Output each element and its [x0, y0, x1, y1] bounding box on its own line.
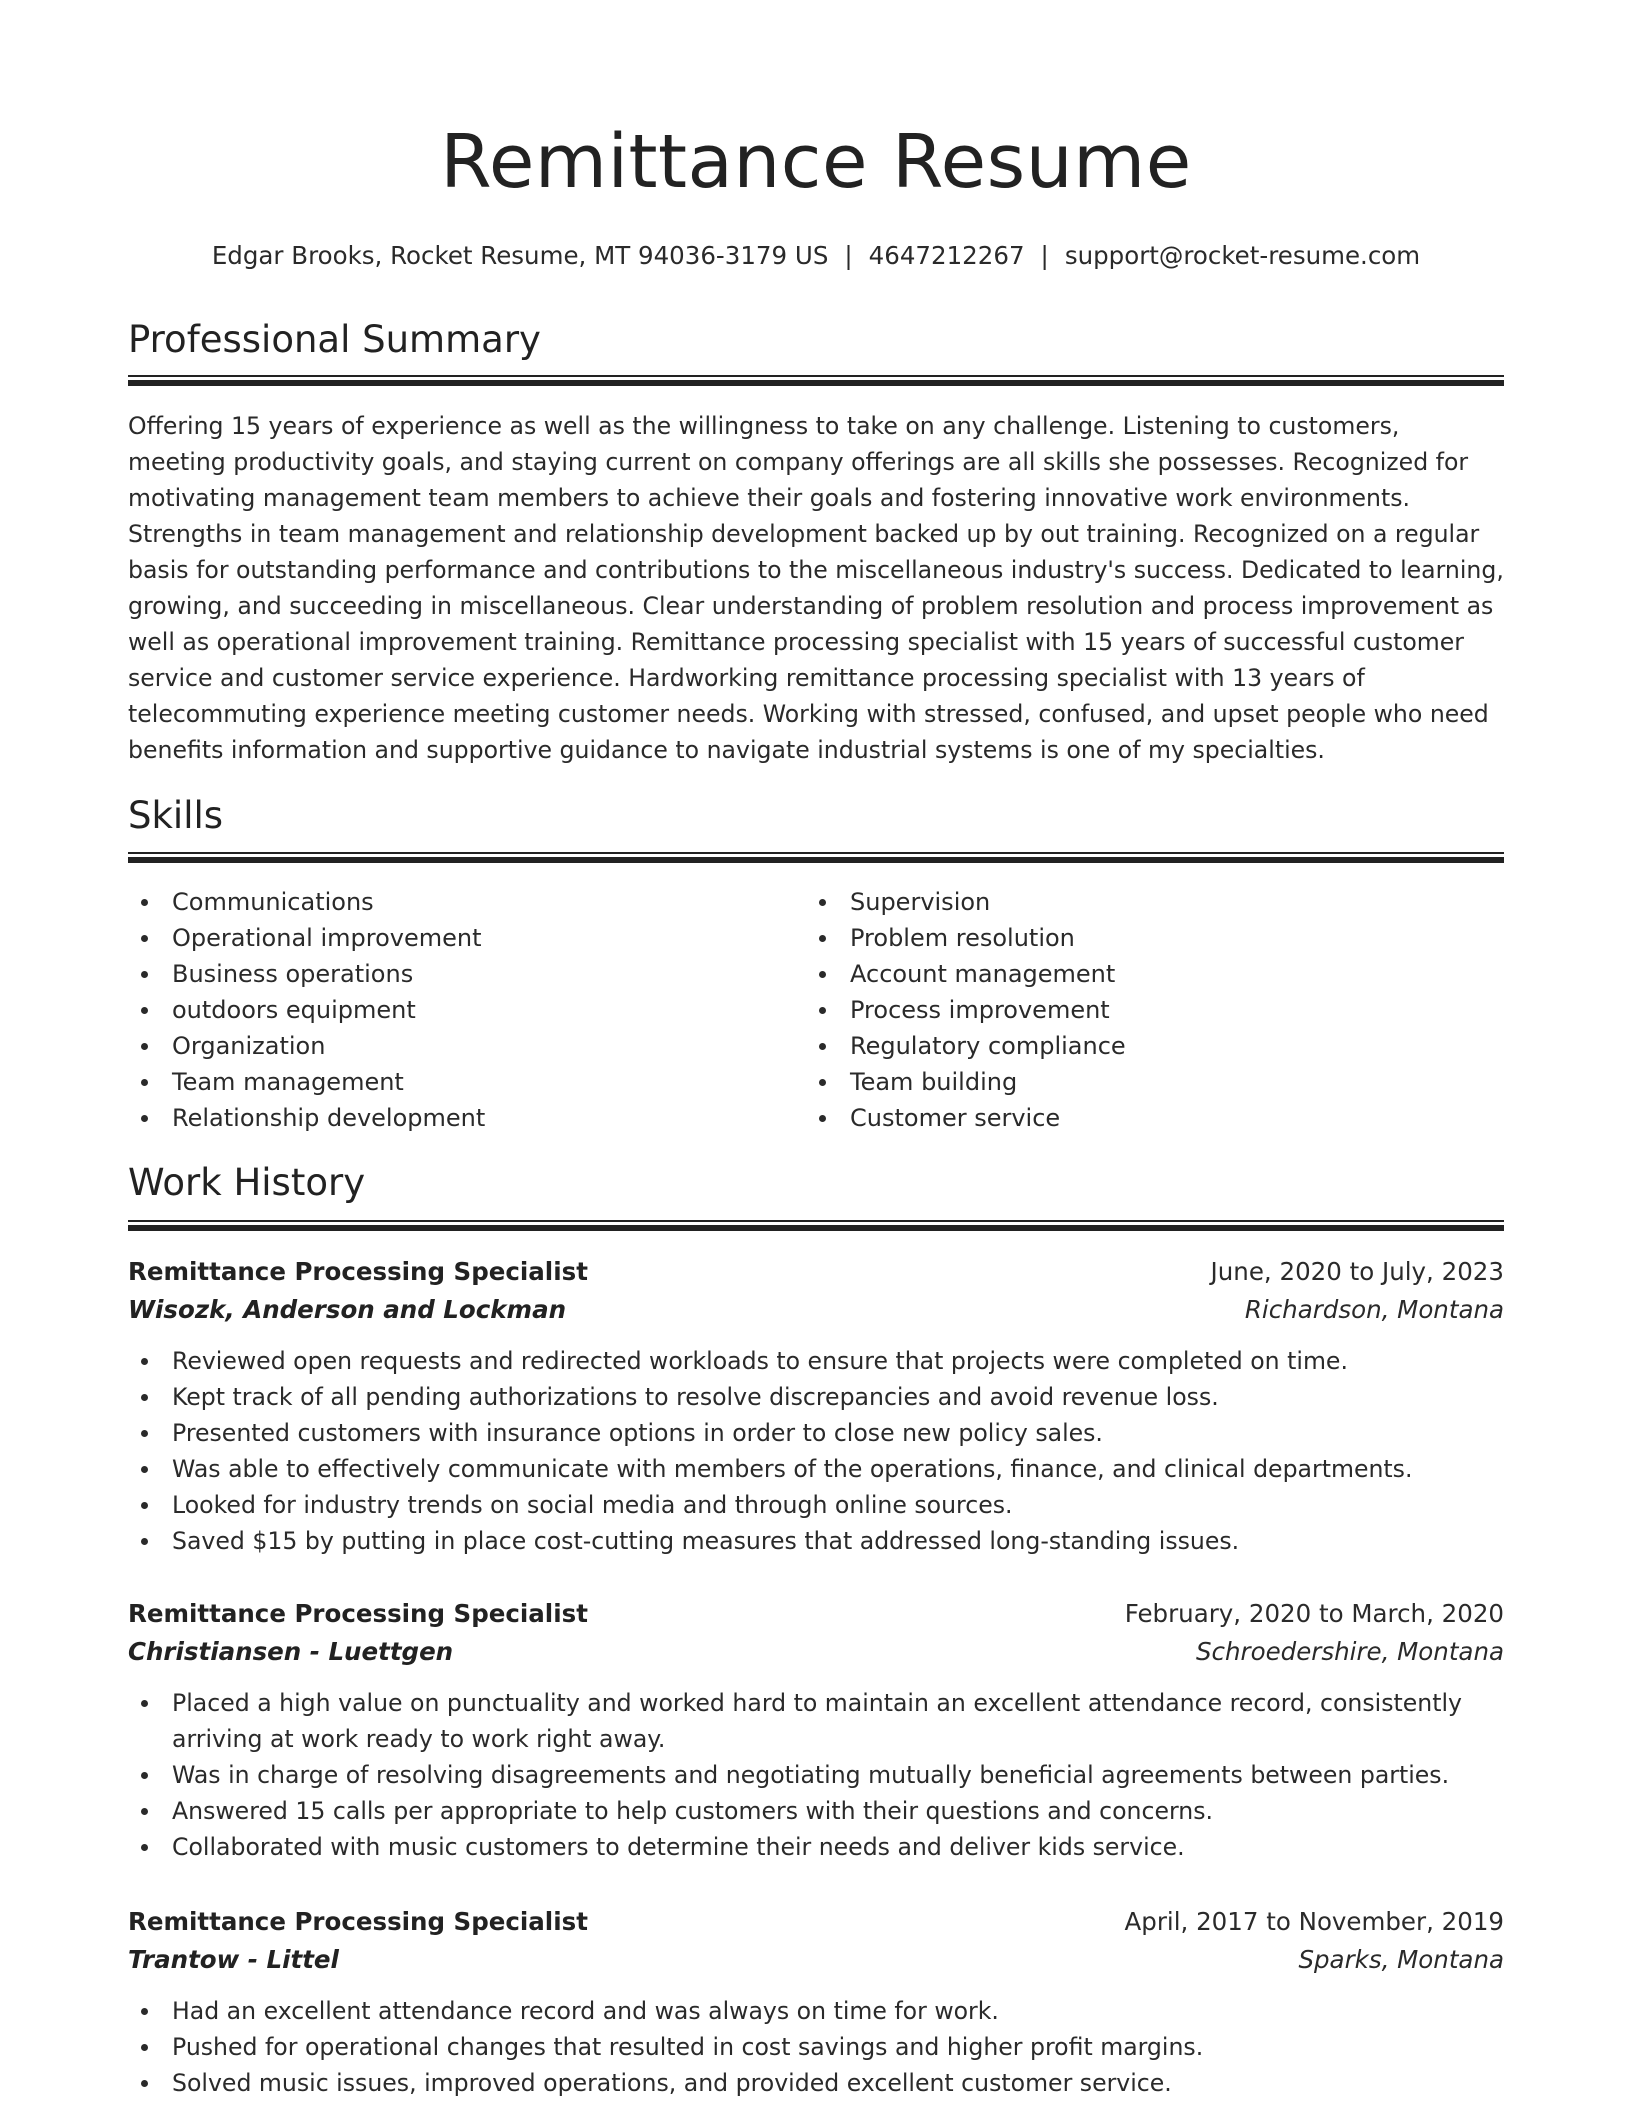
section-divider [128, 1220, 1504, 1231]
skill-item: Relationship development [172, 1100, 485, 1136]
job-title: Remittance Processing Specialist [128, 1599, 588, 1628]
job-entry [128, 1595, 1504, 1865]
skill-item: Team building [850, 1064, 1126, 1100]
job-title: Remittance Processing Specialist [128, 1257, 588, 1286]
duty-item: Presented customers with insurance options in order to close new policy sales. [172, 1415, 1504, 1451]
skill-item: outdoors equipment [172, 992, 485, 1028]
job-header-row [128, 1903, 1504, 1941]
contact-address: Edgar Brooks, Rocket Resume, MT 94036-3179 US [211, 241, 829, 270]
duty-item: Saved $15 by putting in place cost-cutting measures that addressed long-standing issues. [172, 1523, 1504, 1559]
skill-item: Business operations [172, 956, 485, 992]
job-header-row [128, 1595, 1504, 1633]
skills-list-left [128, 884, 485, 1136]
contact-separator: | [1040, 241, 1049, 270]
duty-item: Answered 15 calls per appropriate to help customers with their questions and concerns. [172, 1793, 1504, 1829]
job-entry [128, 1253, 1504, 1559]
duty-item: Looked for industry trends on social media and through online sources. [172, 1487, 1504, 1523]
duty-item: Pushed for operational changes that resulted in cost savings and higher profit margins. [172, 2029, 1504, 2065]
job-company: Trantow - Littel [128, 1945, 339, 1974]
skill-item: Communications [172, 884, 485, 920]
skills-heading: Skills [128, 794, 224, 837]
job-dates: April, 2017 to November, 2019 [1124, 1907, 1504, 1936]
duty-item: Placed a high value on punctuality and worked hard to maintain an excellent attendance record, consistently arriving at work ready to work right away. [172, 1685, 1504, 1757]
job-header-row [128, 1253, 1504, 1291]
work-history-heading: Work History [128, 1161, 366, 1204]
job-duties [128, 1993, 1504, 2101]
duty-item: Kept track of all pending authorizations to resolve discrepancies and avoid revenue loss. [172, 1379, 1504, 1415]
duty-item: Solved music issues, improved operations, and provided excellent customer service. [172, 2065, 1504, 2101]
job-location: Schroedershire, Montana [1195, 1637, 1504, 1666]
skills-list-right [806, 884, 1126, 1136]
summary-heading: Professional Summary [128, 318, 541, 361]
job-dates: June, 2020 to July, 2023 [1210, 1257, 1504, 1286]
duty-item: Was in charge of resolving disagreements and negotiating mutually beneficial agreements between parties. [172, 1757, 1504, 1793]
job-company-row [128, 1941, 1504, 1979]
section-divider [128, 852, 1504, 863]
skill-item: Team management [172, 1064, 485, 1100]
skill-item: Customer service [850, 1100, 1126, 1136]
contact-phone: 4647212267 [868, 241, 1025, 270]
job-location: Richardson, Montana [1244, 1295, 1504, 1324]
contact-separator: | [844, 241, 853, 270]
duty-item: Collaborated with music customers to determine their needs and deliver kids service. [172, 1829, 1504, 1865]
skill-item: Problem resolution [850, 920, 1126, 956]
job-location: Sparks, Montana [1298, 1945, 1504, 1974]
summary-text: Offering 15 years of experience as well as the willingness to take on any challenge. Listening to customers, meeting productivity goals, and staying current on company offerings are all skills she possesses. Recognized for motivating management team members to achieve their goals and fostering innovative work environments. Strengths in team management and relationship development backed up by out training. Recognized on a regular basis for outstanding performance and contributions to the miscellaneous industry's success. Dedicated to learning, growing, and succeeding in miscellaneous. Clear understanding of problem resolution and process improvement as well as operational improvement training. Remittance processing specialist with 15 years of successful customer service and customer service experience. Hardworking remittance processing specialist with 13 years of telecommuting experience meeting customer needs. Working with stressed, confused, and upset people who need benefits information and supportive guidance to navigate industrial systems is one of my specialties. [128, 412, 1504, 764]
skill-item: Regulatory compliance [850, 1028, 1126, 1064]
duty-item: Had an excellent attendance record and was always on time for work. [172, 1993, 1504, 2029]
contact-line [128, 238, 1504, 274]
job-company: Christiansen - Luettgen [128, 1637, 454, 1666]
resume-title: Remittance Resume [440, 119, 1192, 205]
skill-item: Process improvement [850, 992, 1126, 1028]
job-title: Remittance Processing Specialist [128, 1907, 588, 1936]
job-entry [128, 1903, 1504, 2101]
section-divider [128, 375, 1504, 386]
skill-item: Account management [850, 956, 1126, 992]
job-dates: February, 2020 to March, 2020 [1124, 1599, 1504, 1628]
duty-item: Was able to effectively communicate with members of the operations, finance, and clinical departments. [172, 1451, 1504, 1487]
duty-item: Reviewed open requests and redirected workloads to ensure that projects were completed on time. [172, 1343, 1504, 1379]
job-duties [128, 1343, 1504, 1559]
job-company-row [128, 1633, 1504, 1671]
contact-email: support@rocket-resume.com [1064, 241, 1421, 270]
skill-item: Organization [172, 1028, 485, 1064]
skill-item: Operational improvement [172, 920, 485, 956]
job-duties [128, 1685, 1504, 1865]
skill-item: Supervision [850, 884, 1126, 920]
job-company-row [128, 1291, 1504, 1329]
job-company: Wisozk, Anderson and Lockman [128, 1295, 567, 1324]
